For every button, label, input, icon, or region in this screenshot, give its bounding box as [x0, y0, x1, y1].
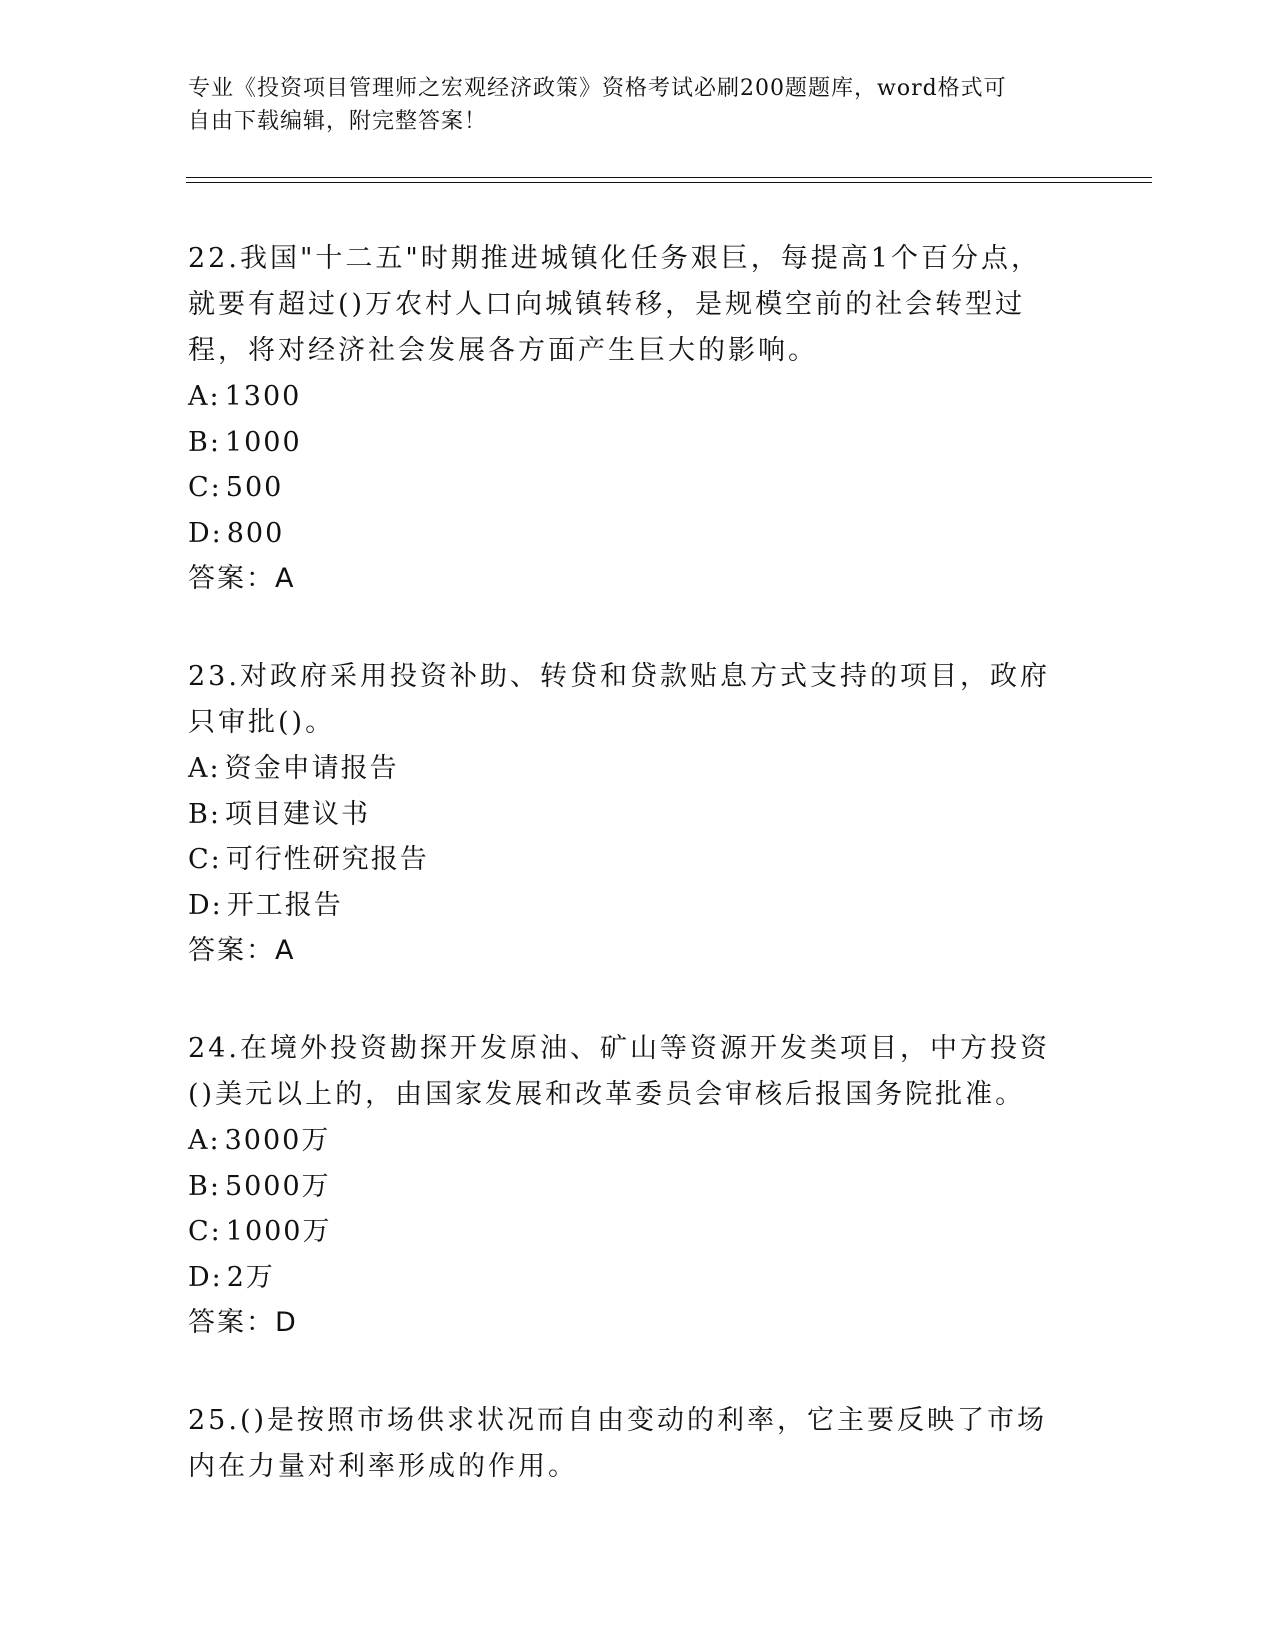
option-a — [188, 1118, 1068, 1164]
option-letter: A: — [188, 1125, 221, 1156]
answer-line: 答案：D — [188, 1307, 298, 1338]
option-letter: B: — [188, 798, 221, 830]
option-d — [188, 883, 1068, 929]
question-text: 23.对政府采用投资补助、转贷和贷款贴息方式支持的项目，政府只审批()。 — [188, 661, 1050, 738]
option-letter: D: — [188, 1261, 223, 1293]
question-24 — [188, 1026, 1068, 1346]
option-value: 2万 — [226, 1261, 275, 1293]
option-c — [188, 465, 1068, 511]
option-c — [188, 1209, 1068, 1255]
question-text: 24.在境外投资勘探开发原油、矿山等资源开发类项目，中方投资()美元以上的，由国家发展和改革委员会审核后报国务院批准。 — [188, 1033, 1050, 1110]
option-value: 项目建议书 — [224, 798, 370, 830]
option-a — [188, 746, 1068, 792]
option-value: 5000万 — [224, 1170, 331, 1202]
question-text: 22.我国"十二五"时期推进城镇化任务艰巨，每提高1个百分点，就要有超过()万农村人口向城镇转移，是规模空前的社会转型过程，将对经济社会发展各方面产生巨大的影响。 — [188, 243, 1041, 366]
option-c — [188, 837, 1068, 883]
option-value: 1300 — [224, 381, 302, 412]
option-value: 资金申请报告 — [224, 753, 399, 784]
header-divider-bottom — [186, 182, 1152, 183]
option-letter: C: — [188, 844, 222, 875]
option-b — [188, 1164, 1068, 1210]
option-value: 1000万 — [225, 1216, 332, 1247]
option-letter: B: — [188, 1170, 221, 1202]
option-b — [188, 420, 1068, 466]
option-letter: C: — [188, 1216, 222, 1247]
option-a — [188, 374, 1068, 420]
question-25 — [188, 1398, 1068, 1490]
option-b — [188, 792, 1068, 838]
header-line-1: 专业《投资项目管理师之宏观经济政策》资格考试必刷200题题库，word格式可 — [188, 76, 1007, 101]
option-letter: A: — [188, 753, 221, 784]
option-value: 500 — [225, 472, 284, 503]
option-value: 3000万 — [224, 1125, 331, 1156]
option-letter: D: — [188, 889, 223, 921]
option-letter: A: — [188, 381, 221, 412]
document-header — [188, 72, 1068, 138]
option-letter: D: — [188, 517, 223, 549]
header-divider-top — [186, 177, 1152, 178]
header-line-2: 自由下载编辑，附完整答案！ — [188, 109, 488, 134]
answer-line: 答案：A — [188, 935, 296, 966]
option-value: 可行性研究报告 — [225, 844, 429, 875]
option-d — [188, 1255, 1068, 1301]
option-d — [188, 511, 1068, 557]
question-text: 25.()是按照市场供求状况而自由变动的利率，它主要反映了市场内在力量对利率形成的作用。 — [188, 1405, 1048, 1482]
answer-line: 答案：A — [188, 563, 296, 594]
option-value: 800 — [226, 517, 285, 549]
question-22 — [188, 236, 1068, 602]
option-value: 1000 — [224, 426, 302, 458]
question-23 — [188, 654, 1068, 974]
option-value: 开工报告 — [226, 889, 343, 921]
option-letter: C: — [188, 472, 222, 503]
option-letter: B: — [188, 426, 221, 458]
question-list — [188, 236, 1068, 1542]
